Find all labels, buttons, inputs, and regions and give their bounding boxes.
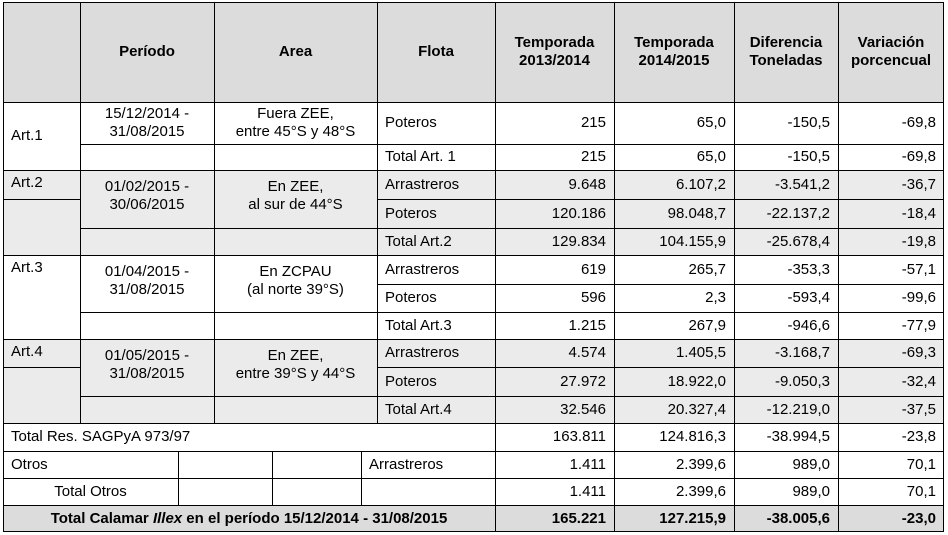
- otros-var: 70,1: [906, 455, 936, 473]
- art2-total-var: -19,8: [901, 232, 936, 250]
- art2-row1-t2: 6.107,2: [675, 175, 726, 193]
- otros-flota: Arrastreros: [369, 455, 444, 473]
- art3-total-dif: -946,6: [787, 316, 830, 334]
- grand-total-label: [3, 505, 495, 532]
- hline-art3: [3, 255, 944, 256]
- art4-row2-t1: 27.972: [560, 372, 606, 390]
- vline-t1: [614, 2, 615, 532]
- hline-art3-row2: [80, 312, 944, 313]
- art3-row1-dif: -353,3: [787, 260, 830, 278]
- art3-label: Art.3: [11, 259, 43, 276]
- art1-total-flota: Total Art. 1: [385, 148, 456, 165]
- art4-label: Art.4: [11, 343, 43, 360]
- art3-row1-t1: 619: [580, 260, 606, 278]
- art3-row1-flota: Arrastreros: [385, 260, 460, 278]
- art4-row1-var: -69,3: [901, 344, 936, 361]
- hline-total-otros: [3, 478, 944, 479]
- art1-row1-t1: 215: [580, 114, 606, 131]
- art3-row2-var: -99,6: [901, 289, 936, 306]
- total-res-label: Total Res. SAGPyA 973/97: [11, 428, 191, 445]
- art1-row1-dif: -150,5: [787, 114, 830, 131]
- vline-periodo: [214, 2, 215, 423]
- art1-total-t1: 215: [580, 148, 606, 165]
- header-variacion-porcencual: Variación porcencual: [838, 2, 944, 102]
- header-area: Area: [214, 2, 377, 102]
- art3-row1-t2: 265,7: [688, 260, 726, 278]
- art1-row1-flota: Poteros: [385, 114, 437, 131]
- header-diferencia-toneladas: Diferencia Toneladas: [734, 2, 838, 102]
- hline-art1-row1: [80, 144, 944, 145]
- grand-total-label-pre: Total Calamar: [50, 509, 153, 527]
- otros-t1: 1.411: [569, 455, 606, 473]
- art1-total-var: -69,8: [901, 148, 936, 165]
- art3-row1-var: -57,1: [901, 260, 936, 278]
- hline-art4-row1: [377, 367, 944, 368]
- art3-total-t1: 1.215: [568, 316, 606, 334]
- vline-area: [377, 2, 378, 423]
- art2-row1-t1: 9.648: [568, 175, 606, 193]
- hline-total-res: [3, 423, 944, 424]
- vline-dif: [838, 2, 839, 532]
- total-otros-dif: 989,0: [792, 482, 830, 500]
- art4-row2-var: -32,4: [901, 372, 936, 390]
- hline-art4: [3, 339, 944, 340]
- art2-total-t1: 129.834: [551, 232, 606, 250]
- art4-total-t1: 32.546: [560, 400, 606, 418]
- header-periodo: Período: [80, 2, 214, 102]
- grand-total-t2: 127.215,9: [614, 505, 734, 532]
- otros-t2: 2.399,6: [675, 455, 726, 473]
- grand-total-t1: 165.221: [495, 505, 614, 532]
- total-otros-t2: 2.399,6: [675, 482, 726, 500]
- hline-art2-row1-label: [3, 199, 80, 200]
- border-right: [943, 2, 944, 532]
- grand-total-label-post: en el período 15/12/2014 - 31/08/2015: [182, 509, 448, 527]
- grand-total-var: -23,0: [838, 505, 944, 532]
- otros-label: Otros: [11, 455, 48, 473]
- art4-row1-dif: -3.168,7: [774, 344, 830, 361]
- vline-flota: [495, 2, 496, 532]
- art2-row2-flota: Poteros: [385, 204, 437, 222]
- otros-dif: 989,0: [792, 455, 830, 473]
- hline-art4-row1-label: [3, 367, 80, 368]
- art1-area: Fuera ZEE, entre 45°S y 48°S: [235, 105, 356, 140]
- header-temporada-2014-2015: Temporada 2014/2015: [614, 2, 734, 102]
- art2-area: En ZEE, al sur de 44°S: [248, 178, 343, 213]
- calamar-catch-table: [3, 2, 944, 532]
- hline-art2-row2: [80, 228, 944, 229]
- vline-t2: [734, 2, 735, 532]
- art2-row1-dif: -3.541,2: [774, 175, 830, 193]
- total-otros-label: Total Otros: [54, 482, 127, 500]
- art1-label: Art.1: [11, 127, 43, 144]
- total-res-t1: 163.811: [552, 428, 606, 445]
- art1-total-dif: -150,5: [787, 148, 830, 165]
- art4-total-dif: -12.219,0: [766, 400, 830, 418]
- art4-row2-flota: Poteros: [385, 372, 437, 390]
- art3-row2-t1: 596: [580, 289, 606, 306]
- art4-row1-flota: Arrastreros: [385, 344, 460, 361]
- hline-grand-total: [3, 505, 944, 506]
- art4-row1-t2: 1.405,5: [675, 344, 726, 361]
- total-otros-var: 70,1: [906, 482, 936, 500]
- hline-art4-row2: [80, 396, 944, 397]
- total-res-t2: 124.816,3: [659, 428, 726, 445]
- art4-area: En ZEE, entre 39°S y 44°S: [235, 347, 356, 382]
- art4-row2-dif: -9.050,3: [774, 372, 830, 390]
- art2-total-flota: Total Art.2: [385, 232, 452, 250]
- art2-total-dif: -25.678,4: [766, 232, 830, 250]
- hline-art2-row1: [377, 199, 944, 200]
- art2-row1-var: -36,7: [901, 175, 936, 193]
- grand-total-dif: -38.005,6: [734, 505, 838, 532]
- art1-total-t2: 65,0: [696, 148, 726, 165]
- total-otros-t1: 1.411: [569, 482, 606, 500]
- total-res-dif: -38.994,5: [766, 428, 830, 445]
- art4-periodo: 01/05/2015 - 31/08/2015: [104, 347, 190, 382]
- art4-row1-t1: 4.574: [568, 344, 606, 361]
- art3-periodo: 01/04/2015 - 31/08/2015: [104, 263, 190, 298]
- border-top: [3, 2, 944, 3]
- art3-row2-t2: 2,3: [705, 289, 726, 306]
- hline-otros: [3, 451, 944, 452]
- art4-row2-t2: 18.922,0: [667, 372, 726, 390]
- art2-row2-var: -18,4: [901, 204, 936, 222]
- art1-row1-var: -69,8: [901, 114, 936, 131]
- art4-total-flota: Total Art.4: [385, 400, 452, 418]
- art2-row2-t2: 98.048,7: [667, 204, 726, 222]
- border-bottom: [3, 531, 944, 532]
- art2-periodo: 01/02/2015 - 30/06/2015: [104, 178, 190, 213]
- art2-total-t2: 104.155,9: [659, 232, 726, 250]
- header-flota: Flota: [377, 2, 495, 102]
- total-res-var: -23,8: [901, 428, 936, 445]
- art3-row2-dif: -593,4: [787, 289, 830, 306]
- art3-area: En ZCPAU (al norte 39°S): [247, 263, 344, 298]
- art3-total-var: -77,9: [901, 316, 936, 334]
- art4-total-t2: 20.327,4: [667, 400, 726, 418]
- art2-row1-flota: Arrastreros: [385, 175, 460, 193]
- art2-row2-dif: -22.137,2: [766, 204, 830, 222]
- art3-row2-flota: Poteros: [385, 289, 437, 306]
- header-temporada-2013-2014: Temporada 2013/2014: [495, 2, 614, 102]
- art3-total-t2: 267,9: [688, 316, 726, 334]
- hline-art2: [3, 170, 944, 171]
- hline-header: [3, 102, 944, 103]
- art3-total-flota: Total Art.3: [385, 316, 452, 334]
- border-left: [3, 2, 4, 532]
- art1-row1-t2: 65,0: [696, 114, 726, 131]
- vline-art: [80, 2, 81, 423]
- art2-label: Art.2: [11, 174, 43, 191]
- art4-total-var: -37,5: [901, 400, 936, 418]
- art2-row2-t1: 120.186: [551, 204, 606, 222]
- hline-art3-row1: [377, 284, 944, 285]
- grand-total-label-species: Illex: [152, 509, 183, 527]
- header-art-cell: [3, 2, 80, 102]
- art1-periodo: 15/12/2014 - 31/08/2015: [104, 105, 190, 140]
